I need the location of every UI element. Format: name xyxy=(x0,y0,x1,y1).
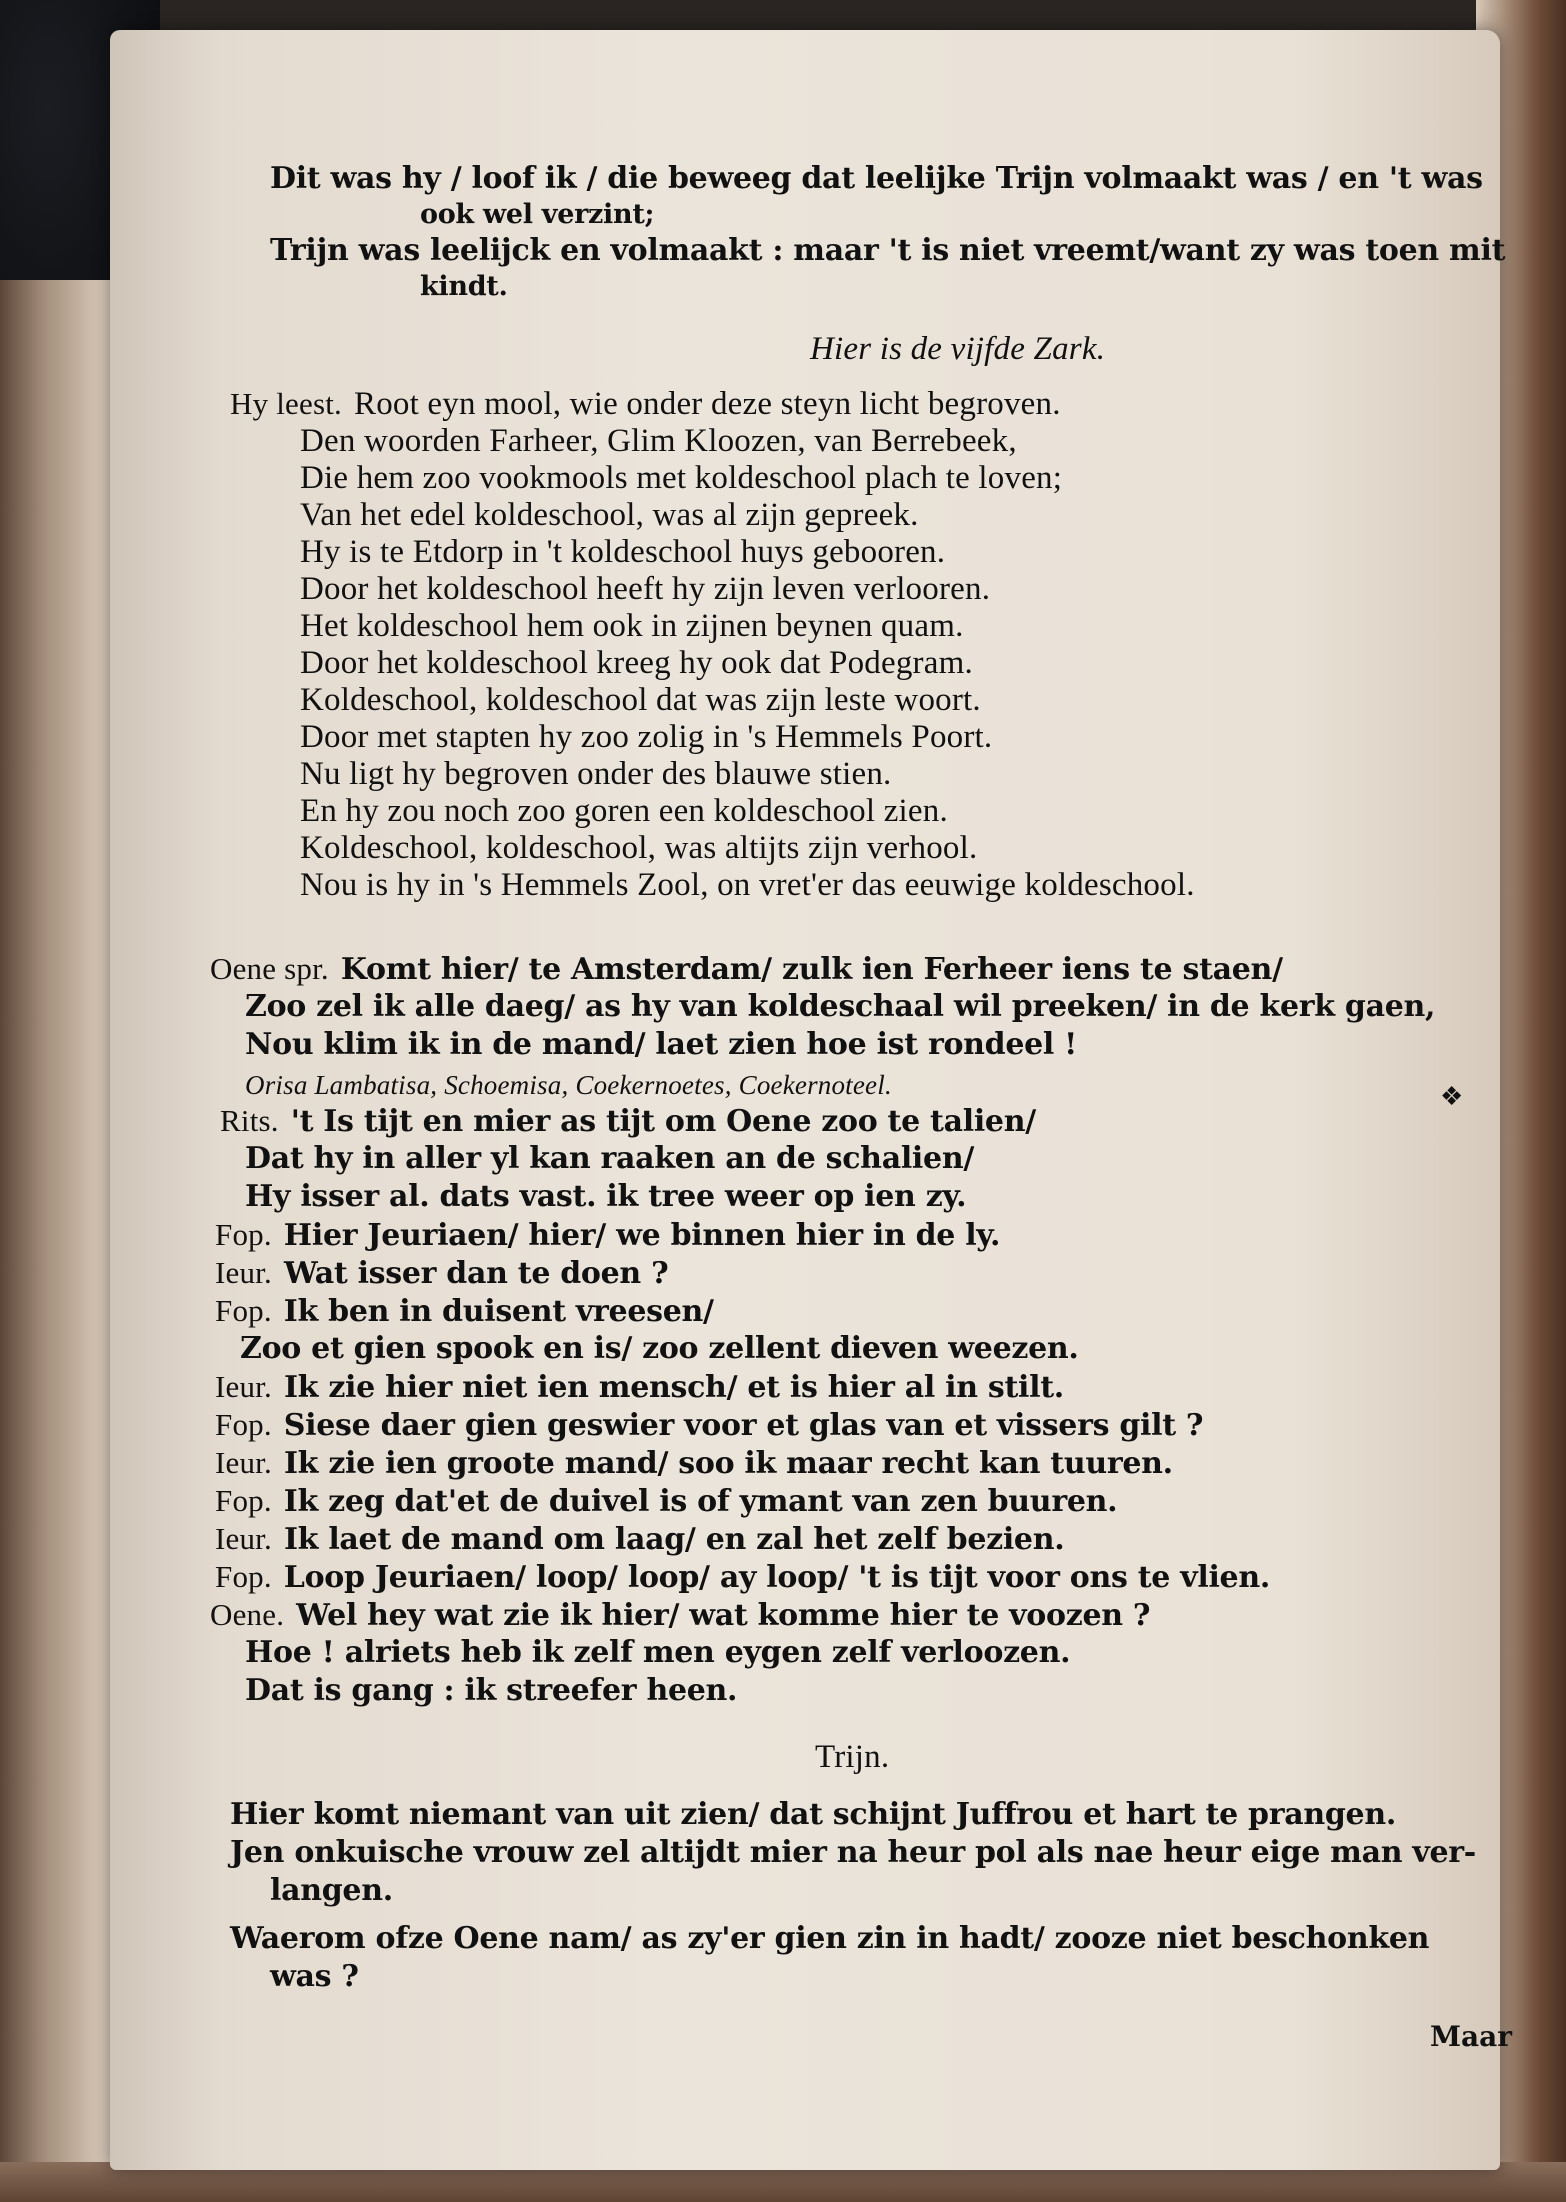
trijn-line: Jen onkuische vrouw zel altijdt mier na heur pol als nae heur eige man ver- xyxy=(230,1835,1476,1870)
trijn-line: was ? xyxy=(270,1959,359,1994)
speaker-label: Oene spr. xyxy=(210,951,329,986)
epitaph-line: Koldeschool, koldeschool dat was zijn leste woort. xyxy=(300,682,981,718)
dialogue-line xyxy=(215,1216,1000,1255)
epitaph-first-line xyxy=(230,385,1061,423)
top-line-2: ook wel verzint; xyxy=(420,199,655,230)
speaker-label: Ieur. xyxy=(215,1369,272,1404)
speaker-label: Fop. xyxy=(215,1483,272,1518)
speaker-label: Oene. xyxy=(210,1597,285,1632)
dialogue-text: Ik zie hier niet ien mensch/ et is hier al in stilt. xyxy=(283,1370,1064,1405)
dialogue-line xyxy=(215,1482,1117,1521)
epitaph-line: Nu ligt hy begroven onder des blauwe stien. xyxy=(300,756,892,792)
dialogue-line xyxy=(215,1406,1203,1445)
epitaph-line: Door met stapten hy zoo zolig in 's Hemmels Poort. xyxy=(300,719,993,755)
dialogue-line xyxy=(215,1254,668,1293)
speaker-label: Fop. xyxy=(215,1407,272,1442)
epitaph-line: Van het edel koldeschool, was al zijn gepreek. xyxy=(300,497,919,533)
epitaph-line: Root eyn mool, wie onder deze steyn licht begroven. xyxy=(354,386,1061,422)
dialogue-text: Hier Jeuriaen/ hier/ we binnen hier in de ly. xyxy=(283,1218,1001,1253)
dialogue-italic-text: Orisa Lambatisa, Schoemisa, Coekernoetes, Coekernoteel. xyxy=(245,1070,892,1100)
dialogue-text: 't Is tijt en mier as tijt om Oene zoo te talien/ xyxy=(290,1104,1036,1139)
speaker-label: Ieur. xyxy=(215,1521,272,1556)
catchword: Maar xyxy=(1430,2020,1513,2053)
trijn-line: Waerom ofze Oene nam/ as zy'er gien zin in hadt/ zooze niet beschonken xyxy=(230,1921,1430,1956)
epitaph-line: Koldeschool, koldeschool, was altijts zijn verhool. xyxy=(300,830,978,866)
epitaph-line: Door het koldeschool heeft hy zijn leven verlooren. xyxy=(300,571,991,607)
speaker-label: Ieur. xyxy=(215,1445,272,1480)
dialogue-text: Ik laet de mand om laag/ en zal het zelf bezien. xyxy=(283,1522,1065,1557)
dialogue-line xyxy=(210,1596,1150,1635)
dialogue-text: Nou klim ik in de mand/ laet zien hoe ist rondeel ! xyxy=(245,1027,1078,1062)
dialogue-text: Ik ben in duisent vreesen/ xyxy=(283,1294,714,1329)
dialogue-text: Wel hey wat zie ik hier/ wat komme hier te voozen ? xyxy=(296,1598,1151,1633)
epitaph-line: En hy zou noch zoo goren een koldeschool zien. xyxy=(300,793,948,829)
top-line-1: Dit was hy / loof ik / die beweeg dat leelijke Trijn volmaakt was / en 't was xyxy=(270,161,1483,196)
epitaph-line: Hy is te Etdorp in 't koldeschool huys gebooren. xyxy=(300,534,946,570)
book-page xyxy=(110,30,1513,2170)
epitaph-line: Die hem zoo vookmools met koldeschool plach te loven; xyxy=(300,460,1063,496)
trijn-line: Hier komt niemant van uit zien/ dat schijnt Juffrou et hart te prangen. xyxy=(230,1797,1397,1832)
top-line-4: kindt. xyxy=(420,271,508,302)
speaker-label: Fop. xyxy=(215,1217,272,1252)
dialogue-text: Komt hier/ te Amsterdam/ zulk ien Ferheer iens te staen/ xyxy=(340,952,1283,987)
dialogue-text: Dat is gang : ik streefer heen. xyxy=(245,1673,738,1708)
dialogue-text: Wat isser dan te doen ? xyxy=(283,1256,669,1291)
dialogue-line xyxy=(215,1368,1064,1407)
dialogue-text: Dat hy in aller yl kan raaken an de schalien/ xyxy=(245,1141,974,1176)
dialogue-line xyxy=(215,1520,1064,1559)
speaker-label: Rits. xyxy=(220,1103,279,1138)
dialogue-line xyxy=(215,1292,714,1331)
dialogue-text: Siese daer gien geswier voor et glas van et vissers gilt ? xyxy=(283,1408,1204,1443)
dialogue-line xyxy=(215,1444,1173,1483)
epitaph-line: Den woorden Farheer, Glim Kloozen, van Berrebeek, xyxy=(300,423,1017,459)
heading-zark: Hier is de vijfde Zark. xyxy=(810,331,1106,367)
epitaph-line: Nou is hy in 's Hemmels Zool, on vret'er das eeuwige koldeschool. xyxy=(300,867,1195,903)
dialogue-text: Ik zeg dat'et de duivel is of ymant van zen buuren. xyxy=(283,1484,1118,1519)
dialogue-text: Zoo et gien spook en is/ zoo zellent dieven weezen. xyxy=(240,1331,1079,1366)
ornament-mark: ❖ xyxy=(1440,1082,1464,1112)
speaker-label: Fop. xyxy=(215,1293,272,1328)
dialogue-line xyxy=(215,1558,1270,1597)
epitaph-line: Door het koldeschool kreeg hy ook dat Podegram. xyxy=(300,645,973,681)
top-line-3: Trijn was leelijck en volmaakt : maar 't is niet vreemt/want zy was toen mit xyxy=(270,233,1506,268)
dialogue-line xyxy=(220,1102,1036,1141)
speaker-label: Ieur. xyxy=(215,1255,272,1290)
dialogue-line xyxy=(210,950,1283,989)
dialogue-text: Zoo zel ik alle daeg/ as hy van koldeschaal wil preeken/ in de kerk gaen, xyxy=(245,989,1436,1024)
speaker-label: Hy leest. xyxy=(230,386,342,421)
trijn-line: langen. xyxy=(270,1873,393,1908)
dialogue-text: Hoe ! alriets heb ik zelf men eygen zelf verloozen. xyxy=(245,1635,1071,1670)
epitaph-line: Het koldeschool hem ook in zijnen beynen quam. xyxy=(300,608,964,644)
dialogue-text: Loop Jeuriaen/ loop/ loop/ ay loop/ 't is tijt voor ons te vlien. xyxy=(283,1560,1271,1595)
heading-trijn: Trijn. xyxy=(815,1739,890,1775)
dialogue-text: Hy isser al. dats vast. ik tree weer op ien zy. xyxy=(245,1179,967,1214)
speaker-label: Fop. xyxy=(215,1559,272,1594)
dialogue-text: Ik zie ien groote mand/ soo ik maar recht kan tuuren. xyxy=(283,1446,1173,1481)
